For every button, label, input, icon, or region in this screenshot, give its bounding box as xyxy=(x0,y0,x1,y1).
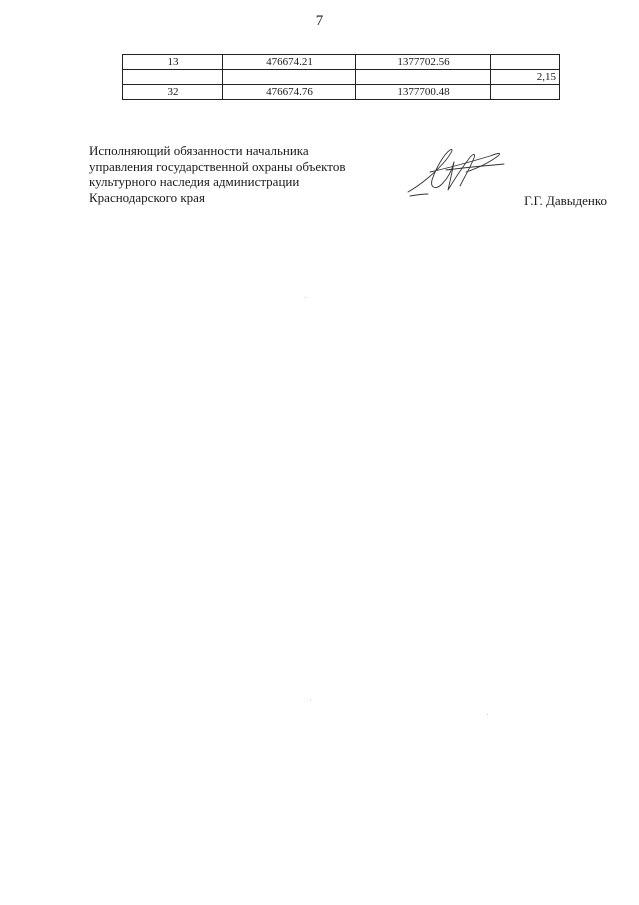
y-coordinate: 1377702.56 xyxy=(356,55,491,70)
signatory-position xyxy=(89,143,409,205)
point-number: 13 xyxy=(123,55,223,70)
distance xyxy=(491,85,560,100)
y-coordinate: 1377700.48 xyxy=(356,85,491,100)
distance xyxy=(491,55,560,70)
x-coordinate: 476674.21 xyxy=(223,55,356,70)
page-number: 7 xyxy=(315,13,324,29)
scan-speck xyxy=(305,297,306,298)
position-line: культурного наследия администрации xyxy=(89,174,300,189)
position-line: управления государственной охраны объектов xyxy=(89,158,346,174)
y-coordinate xyxy=(356,70,491,85)
table-row xyxy=(123,55,560,70)
scan-speck xyxy=(310,700,311,701)
point-number: 32 xyxy=(123,85,223,100)
table-row xyxy=(123,85,560,100)
point-number xyxy=(123,70,223,85)
distance: 2,15 xyxy=(491,70,560,85)
table-row xyxy=(123,70,560,85)
x-coordinate xyxy=(223,70,356,85)
coordinates-table xyxy=(122,54,560,100)
position-line: Исполняющий обязанности начальника xyxy=(89,143,309,158)
handwritten-signature xyxy=(402,140,512,200)
position-line: Краснодарского края xyxy=(89,189,205,205)
signatory-name: Г.Г. Давыденко xyxy=(524,193,607,208)
scan-speck xyxy=(487,714,488,715)
x-coordinate: 476674.76 xyxy=(223,85,356,100)
